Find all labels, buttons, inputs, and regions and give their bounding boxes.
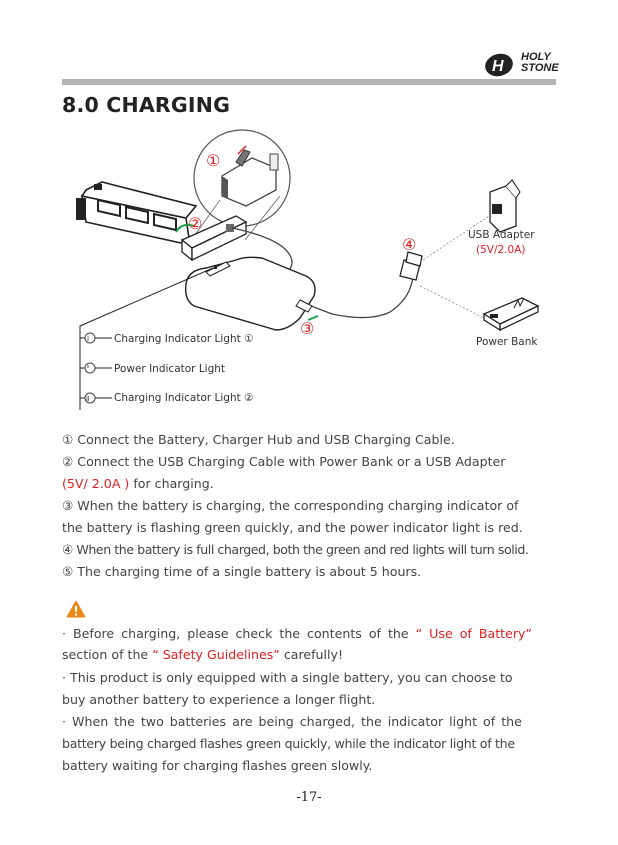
step-2-rest: for charging. (129, 476, 214, 491)
note-1-line-1: · Before charging, please check the contents of the “ Use of Battery” (62, 626, 532, 641)
use-of-battery-ref: “ Use of Battery” (415, 626, 532, 641)
callout-1: ① (206, 151, 221, 170)
power-bank-icon-right (484, 298, 538, 330)
step-5: ⑤ The charging time of a single battery is about 5 hours. (62, 564, 422, 579)
warning-icon (66, 600, 86, 618)
brand-name: HOLY STONE (521, 51, 559, 74)
spec-highlight: (5V/ 2.0A ) (62, 476, 130, 491)
step-4: ④ When the battery is full charged, both the green and red lights will turn solid. (62, 542, 529, 557)
note-1-line-2: section of the “ Safety Guidelines” carefully! (62, 647, 344, 662)
step-2-cont (62, 476, 214, 492)
step-1: ① Connect the Battery, Charger Hub and USB Charging Cable. (62, 432, 455, 447)
magnified-connector-detail (194, 130, 290, 226)
note-3-line-2: battery being charged flashes green quickly, while the indicator light of the (62, 736, 515, 751)
step-3: ③ When the battery is charging, the corresponding charging indicator of (62, 498, 519, 513)
note-3-line-1: · When the two batteries are being charged, the indicator light of the (62, 714, 522, 729)
note-2-line-2: buy another battery to experience a longer flight. (62, 692, 376, 707)
svg-text:Ⅰ: Ⅰ (87, 335, 90, 343)
step-2: ② Connect the USB Charging Cable with Power Bank or a USB Adapter (62, 454, 506, 469)
charging-diagram (0, 0, 618, 420)
indicator-label-1: Charging Indicator Light ① (114, 333, 254, 345)
note-2-line-1: · This product is only equipped with a single battery, you can choose to (62, 670, 513, 685)
usb-adapter-device (490, 180, 520, 232)
indicator-label-2: Power Indicator Light (114, 363, 226, 375)
page-number: -17- (296, 790, 322, 805)
power-bank-device (186, 257, 315, 330)
step-3-cont: the battery is flashing green quickly, and the power indicator light is red. (62, 520, 523, 535)
callout-2: ② (188, 214, 203, 233)
indicator-label-3: Charging Indicator Light ② (114, 392, 254, 404)
safety-guidelines-ref: “ Safety Guidelines” (152, 647, 280, 662)
svg-text:Ⅱ: Ⅱ (86, 395, 90, 403)
page-title: 8.0 CHARGING (62, 93, 231, 117)
note-3-line-3: battery waiting for charging flashes green slowly. (62, 758, 373, 773)
power-bank-label: Power Bank (476, 336, 538, 348)
battery (76, 182, 196, 245)
svg-text:H: H (492, 58, 504, 75)
usb-adapter-label: USB Adapter (468, 229, 535, 241)
callout-3: ③ (300, 319, 315, 338)
callout-4: ④ (402, 235, 417, 254)
usb-adapter-spec: (5V/2.0A) (476, 244, 526, 256)
